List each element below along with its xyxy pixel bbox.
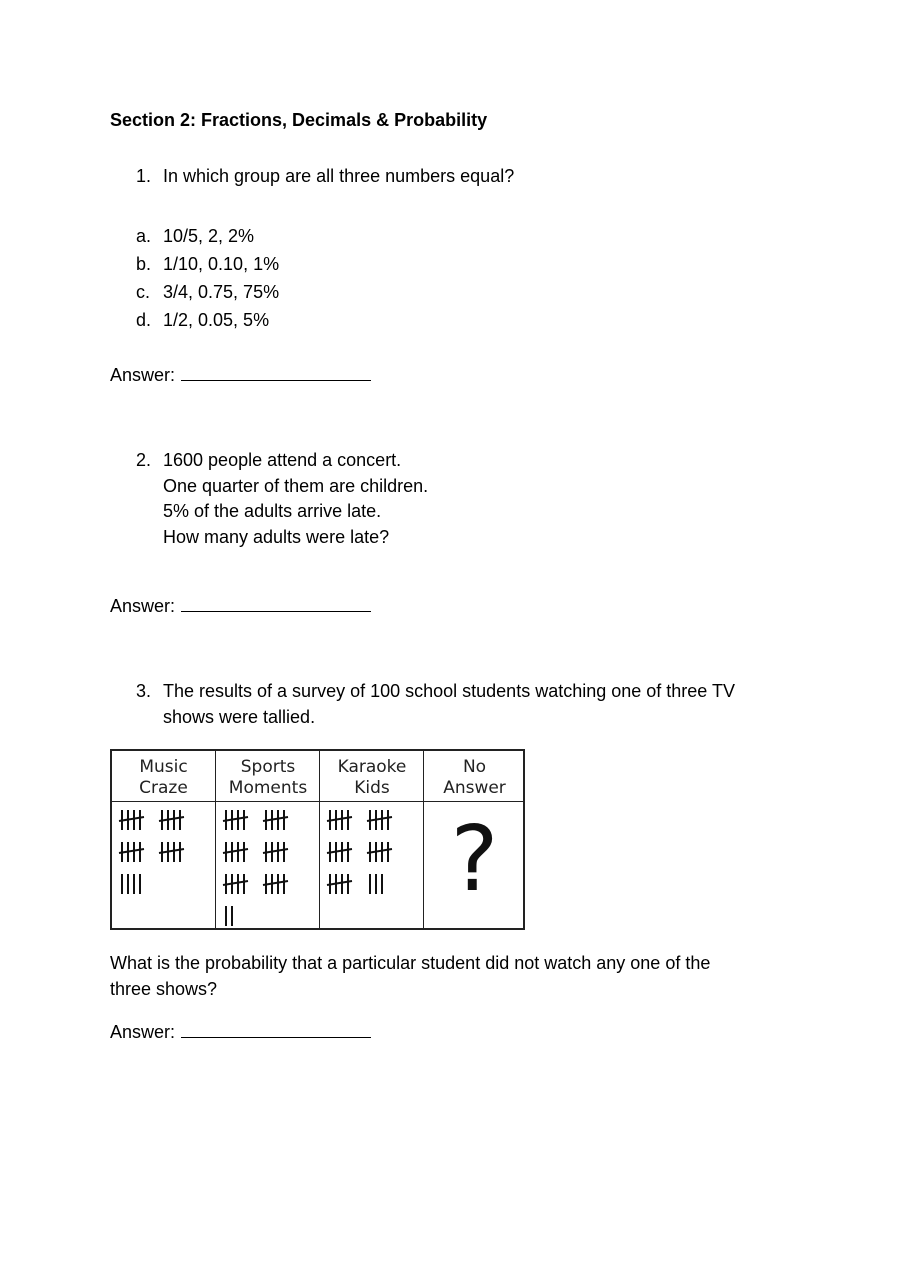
header-music-craze (112, 757, 215, 799)
q1-option-c-letter: c. (136, 282, 151, 302)
tally-karaoke-kids (326, 806, 422, 926)
header-line: Music (139, 757, 188, 777)
header-line: Moments (228, 778, 308, 798)
q1-answer-blank[interactable] (181, 362, 371, 381)
q1-option-c: 3/4, 0.75, 75% (163, 282, 280, 302)
section-title: Section 2: Fractions, Decimals & Probability (110, 110, 488, 130)
table-header-divider (112, 801, 523, 802)
question-mark: ? (450, 807, 499, 912)
header-line: Sports (240, 757, 296, 777)
q1-option-a-letter: a. (136, 226, 152, 246)
q3-line-2: shows were tallied. (163, 707, 316, 727)
header-line: Craze (139, 778, 188, 798)
q1-answer-label: Answer: (110, 365, 176, 385)
q1-option-d: 1/2, 0.05, 5% (163, 310, 270, 330)
q2-answer-label: Answer: (110, 596, 176, 616)
header-line: Kids (354, 778, 390, 798)
header-line: Karaoke (337, 757, 407, 777)
q1-option-b: 1/10, 0.10, 1% (163, 254, 280, 274)
q1-option-b-letter: b. (136, 254, 152, 274)
q3-answer-blank[interactable] (181, 1019, 371, 1038)
q3-line-1: The results of a survey of 100 school students watching one of three TV (163, 681, 735, 701)
header-karaoke-kids (320, 757, 424, 799)
tally-sports-moments (222, 806, 318, 926)
q1-option-d-letter: d. (136, 310, 152, 330)
q1-answer-row (110, 362, 371, 388)
header-sports-moments (216, 757, 320, 799)
q2-number: 2. (136, 450, 152, 470)
header-no-answer (424, 757, 525, 799)
tally-music-craze (118, 806, 214, 926)
header-line: No (462, 757, 487, 777)
q1-option-a: 10/5, 2, 2% (163, 226, 255, 246)
q2-line-3: 5% of the adults arrive late. (163, 501, 382, 521)
q3-answer-row (110, 1019, 371, 1045)
q2-answer-blank[interactable] (181, 593, 371, 612)
q2-line-1: 1600 people attend a concert. (163, 450, 402, 470)
q1-question: In which group are all three numbers equal? (163, 166, 515, 186)
q3-followup-line-2: three shows? (110, 979, 218, 999)
q2-answer-row (110, 593, 371, 619)
q2-line-4: How many adults were late? (163, 527, 390, 547)
q3-number: 3. (136, 681, 152, 701)
header-line: Answer (443, 778, 506, 798)
q3-answer-label: Answer: (110, 1022, 176, 1042)
tally-table (110, 749, 525, 930)
q1-number: 1. (136, 166, 152, 186)
q3-followup-line-1: What is the probability that a particular student did not watch any one of the (110, 953, 711, 973)
q2-line-2: One quarter of them are children. (163, 476, 429, 496)
